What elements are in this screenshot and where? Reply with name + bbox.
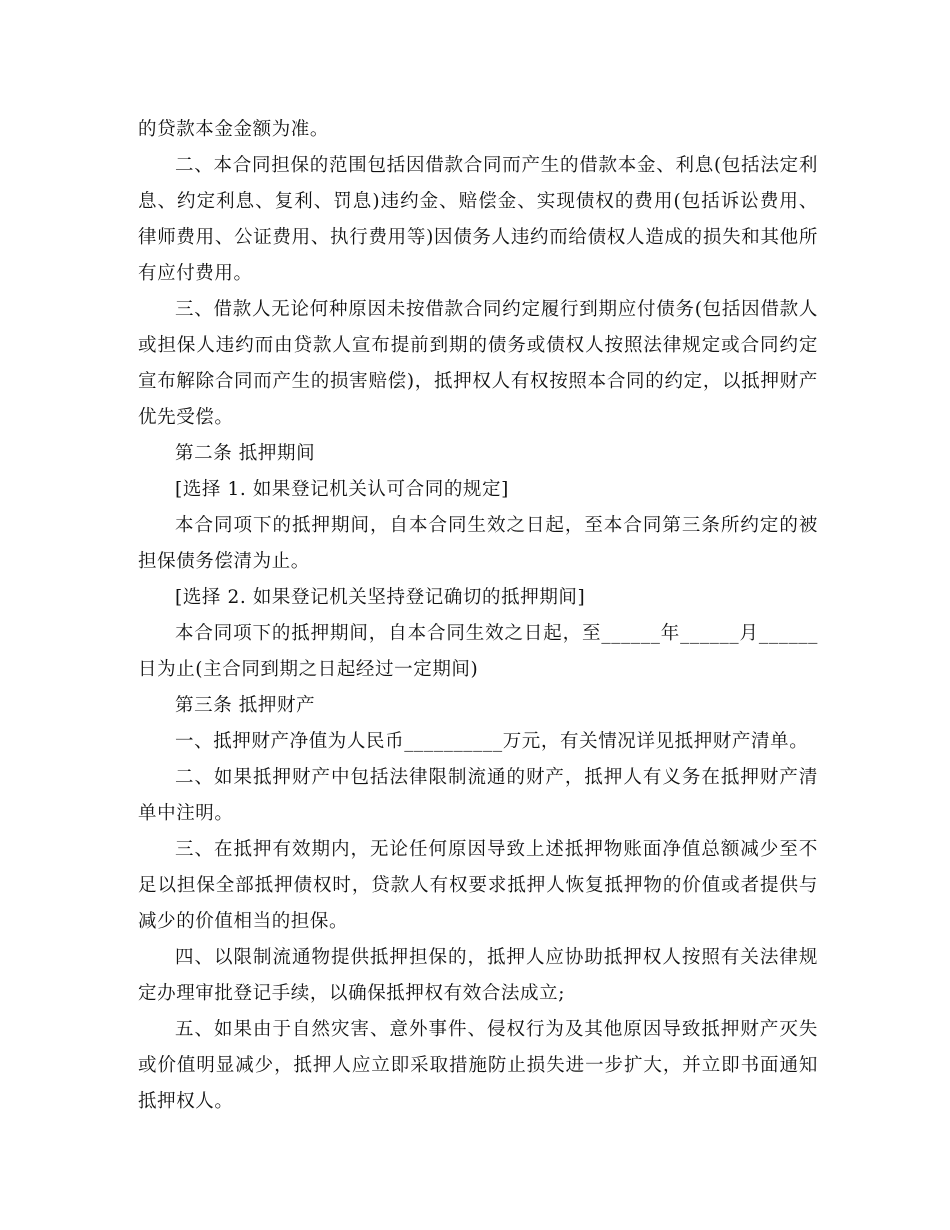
- article-3-heading: 第三条 抵押财产: [175, 695, 316, 716]
- paragraph-net-value: 一、抵押财产净值为人民币__________万元，有关情况详见抵押财产清单。: [175, 731, 809, 752]
- paragraph-value-decrease: 三、在抵押有效期内，无论任何原因导致上述抵押物账面净值总额减少至不足以担保全部抵押债权时，贷款人有权要求抵押人恢复抵押物的价值或者提供与减少的价值相当的担保。: [138, 839, 818, 932]
- paragraph-priority-repayment: 三、借款人无论何种原因未按借款合同约定履行到期应付债务(包括因借款人或担保人违约而由贷款人宣布提前到期的债务或债权人按照法律规定或合同约定宣布解除合同而产生的损害赔偿)，抵押权人有权按照本合同的约定，以抵押财产优先受偿。: [138, 299, 818, 428]
- option-2-note: [选择 2. 如果登记机关坚持登记确切的抵押期间]: [175, 587, 586, 608]
- paragraph-guarantee-scope: 二、本合同担保的范围包括因借款合同而产生的借款本金、利息(包括法定利息、约定利息、复利、罚息)违约金、赔偿金、实现债权的费用(包括诉讼费用、律师费用、公证费用、执行费用等)因债务人违约而给债权人造成的损失和其他所有应付费用。: [138, 155, 818, 284]
- paragraph-continuation: 的贷款本金金额为准。: [138, 119, 330, 140]
- paragraph-restricted-property: 二、如果抵押财产中包括法律限制流通的财产，抵押人有义务在抵押财产清单中注明。: [138, 767, 818, 824]
- article-2-heading: 第二条 抵押期间: [175, 443, 316, 464]
- paragraph-mortgage-period-option-2: 本合同项下的抵押期间，自本合同生效之日起，至______年______月______日为止(主合同到期之日起经过一定期间): [138, 623, 818, 680]
- paragraph-approval-registration: 四、以限制流通物提供抵押担保的，抵押人应协助抵押权人按照有关法律规定办理审批登记手续，以确保抵押权有效合法成立;: [138, 947, 818, 1004]
- paragraph-mortgage-period-option-1: 本合同项下的抵押期间，自本合同生效之日起，至本合同第三条所约定的被担保债务偿清为止。: [138, 515, 818, 572]
- option-1-note: [选择 1. 如果登记机关认可合同的规定]: [175, 479, 509, 500]
- document-body: [138, 112, 818, 1120]
- paragraph-loss-notification: 五、如果由于自然灾害、意外事件、侵权行为及其他原因导致抵押财产灭失或价值明显减少，抵押人应立即采取措施防止损失进一步扩大，并立即书面通知抵押权人。: [138, 1019, 818, 1112]
